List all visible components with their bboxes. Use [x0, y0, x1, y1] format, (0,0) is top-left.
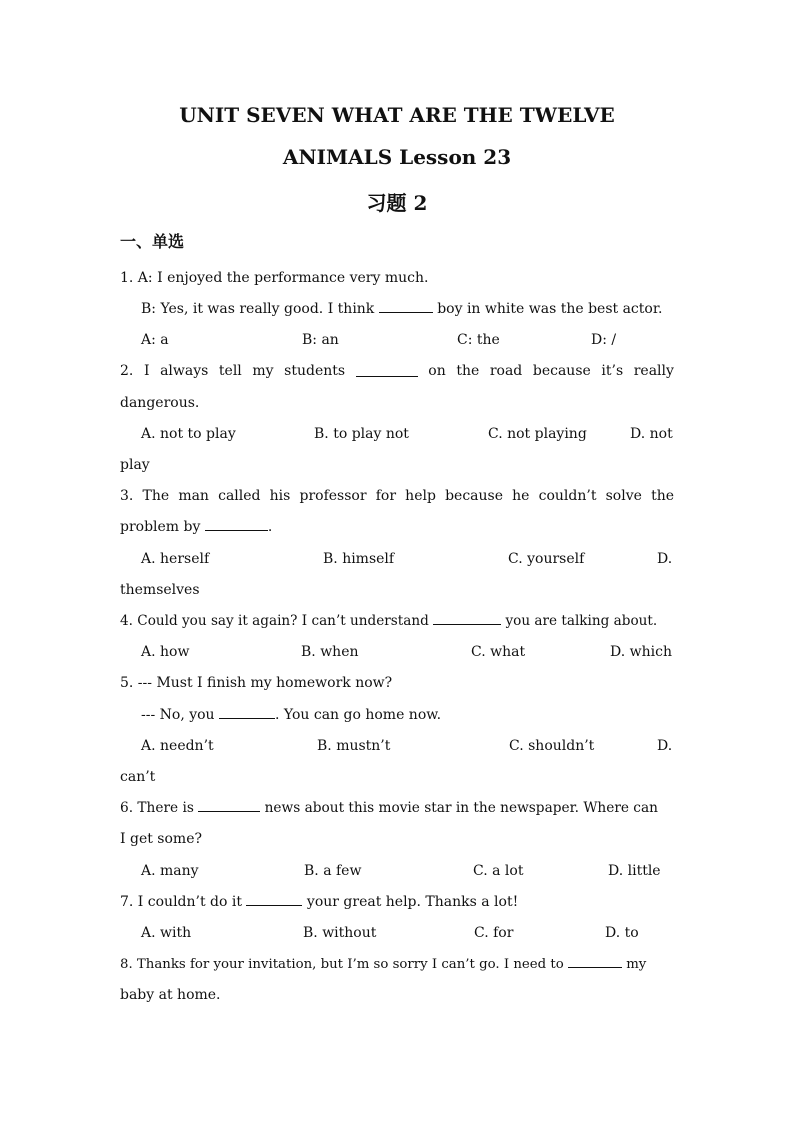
q2-line — [120, 360, 674, 382]
q2-word: because — [532, 363, 591, 379]
q3-word: professor — [299, 488, 367, 504]
q2-word: really — [633, 363, 674, 379]
q3-option-d: D. — [657, 551, 673, 567]
q4-pre: 4. Could you say it again? I can’t understand — [120, 613, 429, 629]
q3-cont — [120, 516, 674, 538]
q7-line — [120, 891, 674, 913]
q5-b-pre: --- No, you — [141, 707, 215, 723]
q5-option-a: A. needn’t — [141, 738, 214, 754]
q3-word: solve — [605, 488, 642, 504]
q1-option-d: D: / — [591, 332, 617, 348]
q3-word: 3. — [120, 488, 134, 504]
q3-word: help — [405, 488, 436, 504]
q2-option-d: D. not — [630, 426, 673, 442]
q3-word: the — [651, 488, 674, 504]
q3-cont-pre: problem by — [120, 519, 201, 535]
q1-option-b: B: an — [302, 332, 339, 348]
answer-blank[interactable] — [433, 610, 501, 625]
q2-word: I — [143, 363, 150, 379]
q8-pre: 8. Thanks for your invitation, but I’m so sorry I can’t go. I need to — [120, 957, 564, 972]
q2-word: road — [489, 363, 523, 379]
q3-word: called — [218, 488, 261, 504]
q7-option-d: D. to — [605, 925, 639, 941]
q5-line-a: 5. --- Must I finish my homework now? — [120, 675, 393, 691]
q3-word: man — [178, 488, 209, 504]
q8-cont: baby at home. — [120, 987, 221, 1003]
q2-word: always — [160, 363, 209, 379]
q1-option-c: C: the — [457, 332, 500, 348]
q5-wrap: can’t — [120, 769, 156, 785]
q5-option-b: B. mustn’t — [317, 738, 391, 754]
q6-option-d: D. little — [608, 863, 661, 879]
answer-blank[interactable] — [356, 360, 418, 377]
q2-word: it’s — [601, 363, 624, 379]
q2-word: students — [284, 363, 346, 379]
q8-post: my — [626, 957, 647, 972]
q2-word: my — [252, 363, 274, 379]
q7-option-a: A. with — [141, 925, 192, 941]
q7-option-c: C. for — [474, 925, 514, 941]
q5-b-post: . You can go home now. — [275, 707, 442, 723]
answer-blank[interactable] — [568, 953, 622, 968]
q3-word: his — [269, 488, 291, 504]
q1-option-a: A: a — [141, 332, 169, 348]
q6-option-b: B. a few — [304, 863, 362, 879]
q2-wrap: play — [120, 457, 150, 473]
title-line-1: UNIT SEVEN WHAT ARE THE TWELVE — [179, 103, 615, 127]
q1-b-post: boy in white was the best actor. — [437, 301, 663, 317]
q2-word: on — [428, 363, 446, 379]
q6-cont: I get some? — [120, 831, 202, 847]
answer-blank[interactable] — [246, 891, 302, 906]
q6-pre: 6. There is — [120, 800, 194, 816]
q3-word: he — [512, 488, 530, 504]
q1-b-pre: B: Yes, it was really good. I think — [141, 301, 375, 317]
q3-word: couldn’t — [538, 488, 597, 504]
q4-option-d: D. which — [610, 644, 672, 660]
section-heading: 一、单选 — [120, 232, 185, 251]
answer-blank[interactable] — [219, 704, 275, 719]
q4-line — [120, 610, 674, 632]
q5-option-c: C. shouldn’t — [509, 738, 595, 754]
q1-line-b — [141, 298, 674, 320]
q6-option-c: C. a lot — [473, 863, 524, 879]
q1-line-a: 1. A: I enjoyed the performance very much. — [120, 270, 429, 286]
answer-blank[interactable] — [205, 516, 268, 531]
q2-option-b: B. to play not — [314, 426, 409, 442]
q2-word: the — [456, 363, 480, 379]
q5-option-d: D. — [657, 738, 673, 754]
q3-word: because — [445, 488, 503, 504]
q2-word: 2. — [120, 363, 134, 379]
q6-line — [120, 797, 674, 819]
q8-line — [120, 953, 674, 975]
title-line-2: ANIMALS Lesson 23 — [282, 145, 512, 169]
q4-option-c: C. what — [471, 644, 526, 660]
title-line-3: 习题 2 — [366, 191, 428, 215]
answer-blank[interactable] — [379, 298, 433, 313]
q3-word: The — [142, 488, 170, 504]
q2-option-c: C. not playing — [488, 426, 587, 442]
q2-word: tell — [218, 363, 242, 379]
q4-option-a: A. how — [141, 644, 190, 660]
answer-blank[interactable] — [198, 797, 260, 812]
q3-option-c: C. yourself — [508, 551, 585, 567]
q2-option-a: A. not to play — [141, 426, 236, 442]
q6-post: news about this movie star in the newspaper. Where can — [264, 800, 658, 816]
q6-option-a: A. many — [141, 863, 199, 879]
q4-option-b: B. when — [301, 644, 359, 660]
q3-line — [120, 485, 674, 507]
q5-line-b — [141, 704, 674, 726]
q3-option-a: A. herself — [141, 551, 210, 567]
q7-pre: 7. I couldn’t do it — [120, 894, 243, 910]
q3-cont-post: . — [267, 519, 273, 535]
q3-word: for — [375, 488, 397, 504]
q4-post: you are talking about. — [505, 613, 658, 629]
q3-option-b: B. himself — [323, 551, 395, 567]
q7-post: your great help. Thanks a lot! — [306, 894, 519, 910]
q7-option-b: B. without — [303, 925, 377, 941]
q3-wrap: themselves — [120, 582, 200, 598]
q2-cont: dangerous. — [120, 395, 200, 411]
